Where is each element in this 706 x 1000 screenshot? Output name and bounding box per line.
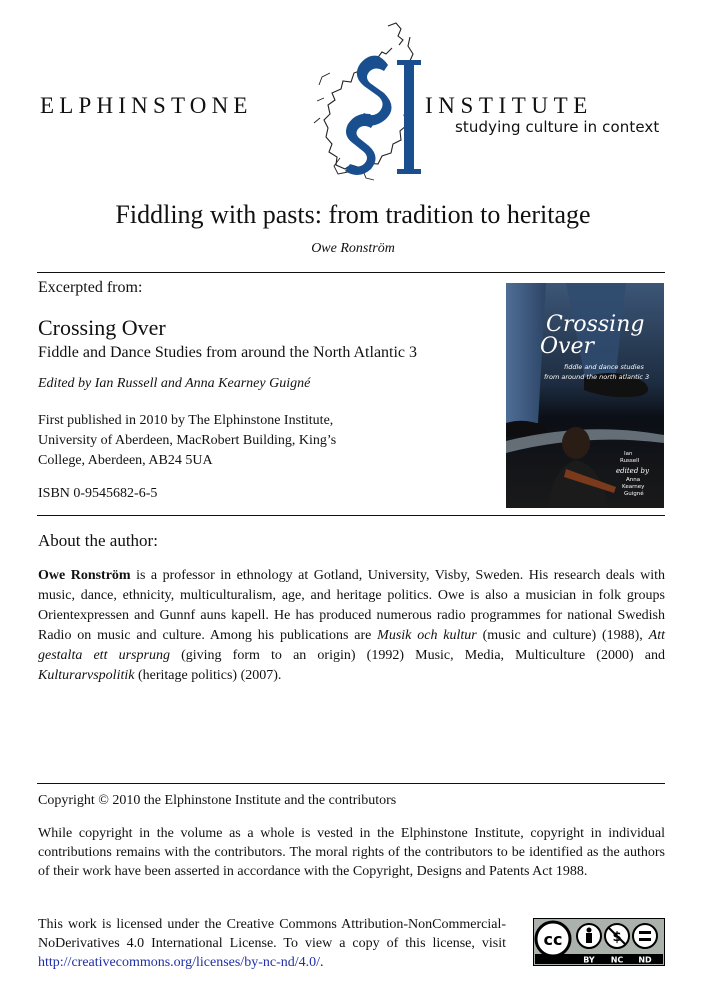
by-label: BY bbox=[583, 955, 595, 965]
brand-name-left: ELPHINSTONE bbox=[40, 93, 253, 118]
nc-label: NC bbox=[610, 955, 624, 965]
cover-editor2-line3: Guigné bbox=[624, 491, 644, 497]
cover-editor2-line2: Kearney bbox=[622, 484, 645, 490]
cc-by-nc-nd-badge[interactable] bbox=[533, 918, 665, 966]
cover-editor1-line2: Russell bbox=[620, 458, 640, 464]
nd-label: ND bbox=[638, 955, 652, 965]
elphinstone-logo bbox=[300, 18, 435, 186]
book-subtitle: Fiddle and Dance Studies from around the North Atlantic 3 bbox=[38, 344, 418, 361]
divider-bottom bbox=[37, 783, 665, 784]
book-title: Crossing Over bbox=[38, 315, 166, 340]
license-statement: This work is licensed under the Creative Commons Attribution-NonCommercial-NoDerivatives 4.0 International License. To view a copy of this license, visit http://creativecommons.org/licenses/by-nc-nd/4.0/. bbox=[38, 917, 506, 970]
logo-i-glyph bbox=[404, 62, 414, 172]
brand-tagline: studying culture in context bbox=[455, 118, 660, 136]
brand-name-right: INSTITUTE bbox=[425, 93, 593, 118]
isbn: ISBN 0-9545682-6-5 bbox=[38, 486, 158, 501]
cc-icon: cc bbox=[543, 930, 563, 949]
cover-subtitle-line2: from around the north atlantic 3 bbox=[544, 373, 650, 381]
work-title: Kulturarvspolitik bbox=[38, 668, 135, 683]
cover-editor2-line1: Anna bbox=[626, 477, 641, 483]
book-cover-image bbox=[506, 283, 664, 508]
svg-text:$: $ bbox=[612, 930, 622, 945]
work-title: Musik och kultur bbox=[377, 628, 477, 643]
document-title: Fiddling with pasts: from tradition to heritage bbox=[115, 200, 591, 229]
copyright-notice: Copyright © 2010 the Elphinstone Institute and the contributors bbox=[38, 793, 397, 808]
publication-info: First published in 2010 by The Elphinstone Institute, University of Aberdeen, MacRobert Building, King’s College, Aberdeen, AB24 5UA bbox=[38, 413, 337, 468]
divider-top bbox=[37, 272, 665, 273]
document-author: Owe Ronström bbox=[311, 241, 395, 256]
license-link[interactable]: http://creativecommons.org/licenses/by-nc-nd/4.0/ bbox=[38, 955, 321, 970]
cover-editor1-line1: Ian bbox=[624, 451, 633, 457]
about-author-label: About the author: bbox=[38, 531, 158, 550]
author-name: Owe Ronström bbox=[38, 568, 131, 583]
nd-icon bbox=[633, 924, 657, 948]
book-editors: Edited by Ian Russell and Anna Kearney Guigné bbox=[38, 376, 311, 391]
cover-edited-by: edited by bbox=[616, 467, 649, 475]
cover-title-line1: Crossing bbox=[546, 312, 645, 337]
divider-middle bbox=[37, 515, 665, 516]
excerpt-label: Excerpted from: bbox=[38, 279, 143, 296]
rights-statement: While copyright in the volume as a whole is vested in the Elphinstone Institute, copyright in individual contributions remains with the contributors. The moral rights of the contributors to be identified as the authors of their work have been asserted in accordance with the Copyright, Designs and Patents Act 1988. bbox=[38, 826, 665, 879]
cover-title-line2: Over bbox=[540, 334, 595, 359]
work-title: Att gestalta ett ursprung bbox=[38, 628, 665, 663]
cover-subtitle-line1: fiddle and dance studies bbox=[564, 363, 644, 371]
author-bio: Owe Ronström is a professor in ethnology at Gotland, University, Visby, Sweden. His research deals with music, dance, ethnicity, multiculturalism, age, and heritage politics. Owe is also a musician in folk groups Orientexpressen and Gunnf auns kapell. He has produced numerous radio programmes for national Swedish Radio on music and culture. Among his publications are Musik och kultur (music and culture) (1988), Att gestalta ett ursprung (giving form to an origin) (1992) Music, Media, Multiculture (2000) and Kulturarvspolitik (heritage politics) (2007). bbox=[38, 568, 665, 683]
